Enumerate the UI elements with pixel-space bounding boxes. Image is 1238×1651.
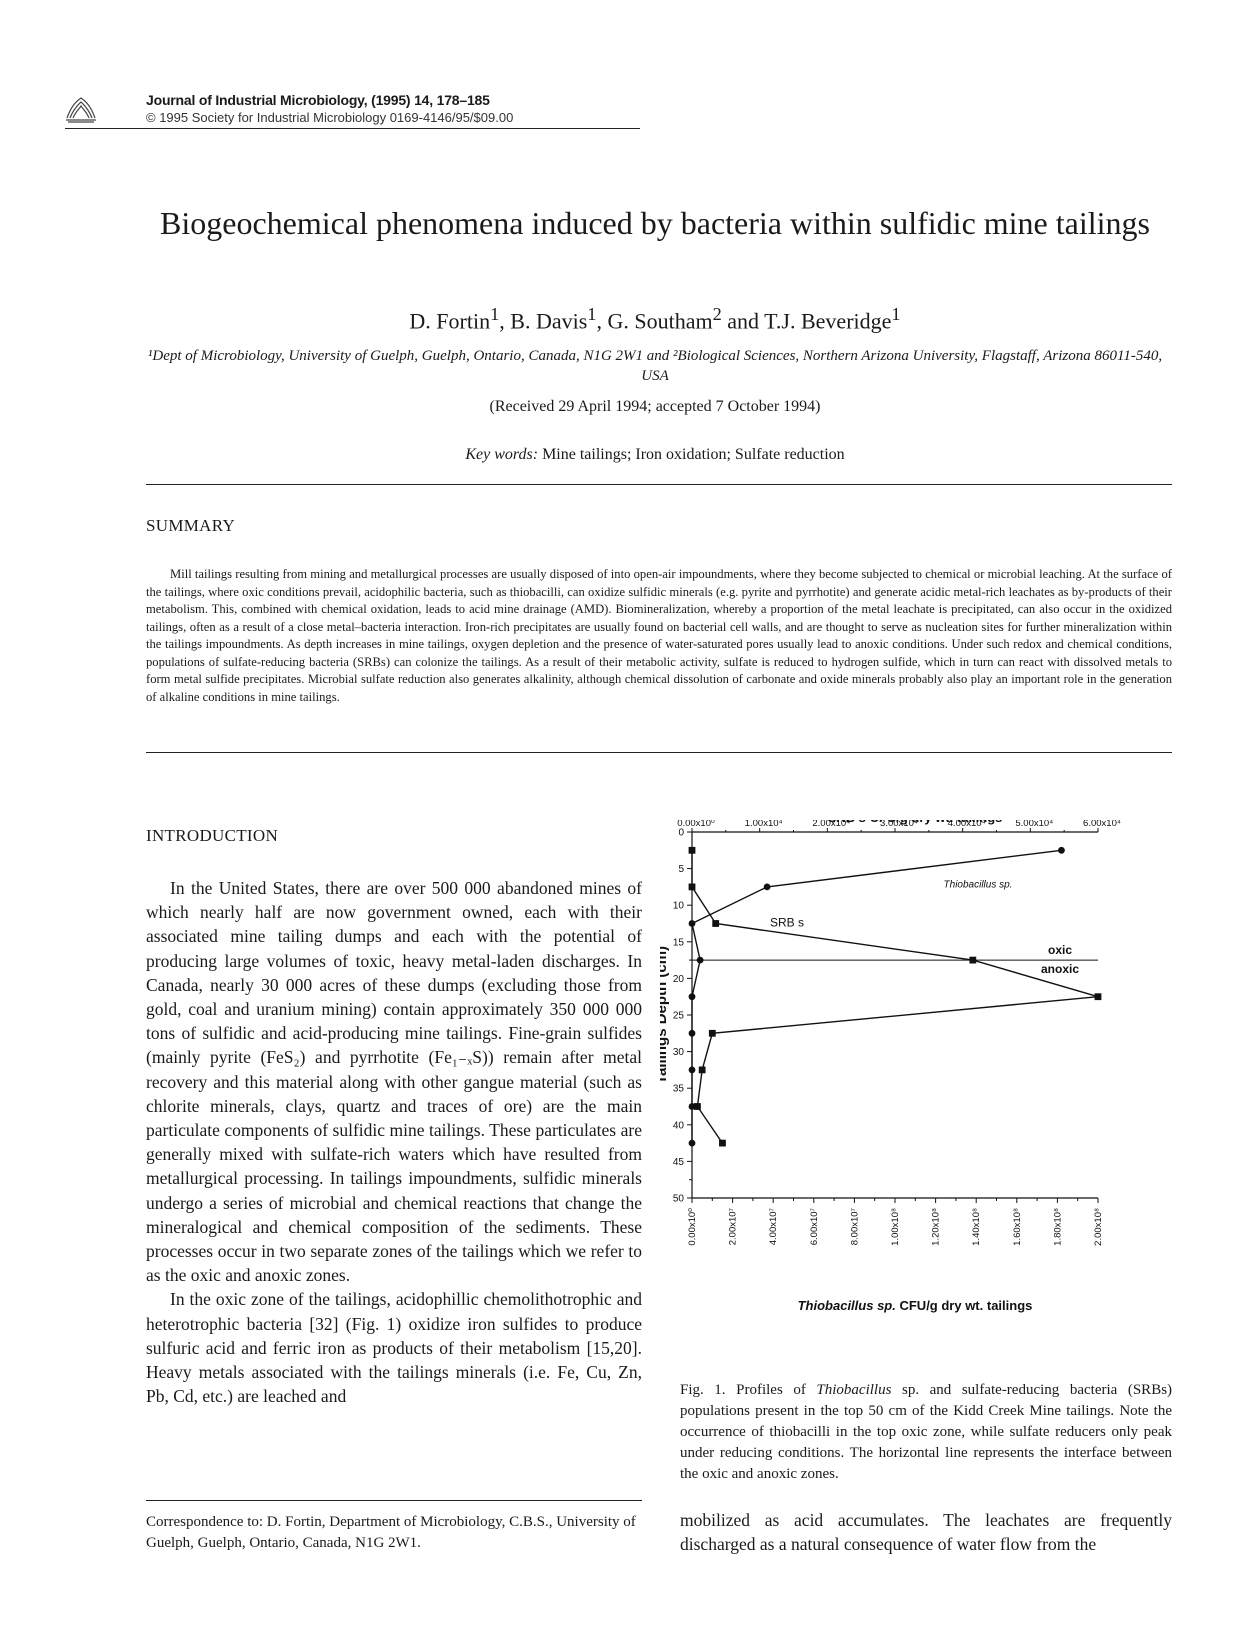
introduction-heading: INTRODUCTION [146, 826, 279, 845]
author-affiliation-mark: 2 [712, 304, 722, 324]
author-affiliation-mark: 1 [490, 304, 500, 324]
bottom-tick-label: 1.40x10⁸ [971, 1208, 983, 1246]
bottom-tick-label: 1.60x10⁸ [1011, 1208, 1023, 1246]
srb-data-point [699, 1067, 706, 1074]
author-affiliation-mark: 1 [587, 304, 597, 324]
top-tick-label: 2.00x10⁴ [812, 820, 851, 829]
y-axis-label: Tailings Depth (cm) [660, 945, 670, 1085]
caption-text: Profiles of [736, 1382, 806, 1398]
bottom-axis-label [798, 1298, 1033, 1313]
author-affiliation-mark: 1 [891, 304, 901, 324]
author-name: T.J. Beveridge [764, 308, 892, 334]
y-tick-label: 50 [672, 1193, 684, 1205]
journal-logo-icon [64, 94, 98, 124]
y-tick-label: 5 [678, 864, 684, 876]
bottom-tick-label: 2.00x10⁷ [727, 1208, 739, 1246]
bottom-tick-label: 6.00x10⁷ [808, 1208, 820, 1246]
y-tick-label: 40 [672, 1120, 684, 1132]
anoxic-label: anoxic [1040, 962, 1080, 977]
top-tick-label: 6.00x10⁴ [1083, 820, 1121, 829]
thiobacillus-data-point [689, 920, 696, 927]
copyright-line: © 1995 Society for Industrial Microbiology 0169-4146/95/$09.00 [146, 110, 514, 125]
keywords-label: Key words: [465, 446, 539, 463]
summary-text: Mill tailings resulting from mining and metallurgical processes are usually disposed of into open-air impoundments, where they become subjected to chemical or microbial leaching. At the surface of the tailings, where oxic conditions prevail, acidophilic bacteria, such as thiobacilli, can oxidize sulfidic minerals (e.g. pyrite and pyrrhotite) and generate acidic metal-rich leachates as by-products of their metabolism. This, combined with chemical oxidation, leads to acid mine drainage (AMD). Biomineralization, whereby a proportion of the metal leachate is precipitated, can also occur in the oxidized tailings, often as a result of a close metal–bacteria interaction. Iron-rich precipitates are usually found on bacterial cell walls, and are thought to serve as nucleation sites for further mineralization within the tailings impoundments. As depth increases in mine tailings, oxygen depletion and the presence of water-saturated pores usually lead to anoxic conditions. Under such redox and chemical conditions, populations of sulfate-reducing bacteria (SRBs) can colonize the tailings. As a result of their metabolic activity, sulfate is reduced to hydrogen sulfide, which in turn can react with dissolved metals to form metal sulfide precipitates. Microbial sulfate reduction also generates alkalinity, although chemical dissolution of carbonate and oxide minerals probably also play an important role in the generation of alkaline conditions in mine tailings. [146, 567, 1172, 704]
thiobacillus-data-point [689, 993, 696, 1000]
author-name: B. Davis [510, 308, 588, 334]
bottom-tick-label: 1.00x10⁸ [890, 1208, 901, 1246]
thiobacillus-data-point [764, 884, 771, 891]
srb-data-point [712, 920, 719, 927]
author-name: D. Fortin [409, 308, 491, 334]
top-tick-label: 5.00x10⁴ [1015, 820, 1054, 829]
y-tick-label: 30 [672, 1047, 684, 1059]
thiobacillus-data-point [697, 957, 704, 964]
paragraph: In the oxic zone of the tailings, acidophillic chemolithotrophic and heterotrophic bacteria [32] (Fig. 1) oxidize iron sulfides to produce sulfuric acid and ferric iron as products of their metabolism [15,20]. Heavy metals associated with the tailings minerals (i.e. Fe, Cu, Zn, Pb, Cd, etc.) are leached and [146, 1289, 642, 1407]
bottom-axis-label-rest: CFU/g dry wt. tailings [895, 1298, 1033, 1313]
header-rule [65, 128, 640, 129]
correspondence-footnote: Correspondence to: D. Fortin, Department of Microbiology, C.B.S., University of Guelph, Guelph, Ontario, Canada, N1G 2W1. [146, 1514, 636, 1551]
received-dates: (Received 29 April 1994; accepted 7 October 1994) [489, 398, 821, 415]
figure-caption [680, 1380, 1172, 1485]
srb-data-point [1095, 993, 1102, 1000]
y-tick-label: 20 [672, 973, 684, 985]
paragraph: In the United States, there are over 500 000 abandoned mines of which nearly half are now government owned, each with their associated mine tailing dumps and each with the potential of producing large volumes of toxic, heavy metal-laden discharges. In Canada, nearly 30 000 acres of these dumps (excluding those from gold, coal and uranium mining) contain approximately 350 000 000 tons of sulfidic and acid-producing mine tailings. Fine-grain sulfides (mainly pyrite (FeS₂) and pyrrhotite (Fe₁₋ₓS)) remain after metal recovery and this material along with other gangue material (such as chlorite minerals, clays, quartz and traces of ore) are the main particulate components of sulfidic mine tailings. These particulates are generally mixed with sulfate-rich waters which have resulted from metallurgical processing. In tailings impoundments, sulfidic minerals undergo a series of microbial and chemical reactions that change the mineralogical and chemical composition of the sediments. These processes occur in two separate zones of the tailings which we refer to as the oxic and anoxic zones. [146, 878, 642, 1286]
srb-data-point [969, 957, 976, 964]
top-tick-label: 1.00x10⁴ [744, 820, 783, 829]
summary-heading: SUMMARY [146, 516, 236, 535]
top-tick-label: 3.00x10⁴ [880, 820, 918, 829]
bottom-tick-label: 4.00x10⁷ [768, 1208, 780, 1246]
bottom-tick-label: 1.20x10⁸ [930, 1208, 942, 1246]
srb-data-point [709, 1030, 716, 1037]
author-list: D. Fortin$^1$, B. Davis$^1$, G. Southam$^2$ and T.J. Beveridge$^1$ [409, 304, 901, 334]
thiobacillus-data-point [689, 1067, 696, 1074]
keywords-text: Mine tailings; Iron oxidation; Sulfate reduction [542, 446, 845, 463]
figure-1-chart [660, 820, 1180, 1380]
journal-citation: Journal of Industrial Microbiology, (1995) 14, 178–185 [146, 92, 490, 108]
caption-text: sp. and sulfate-reducing bacteria (SRBs) populations present in the top 50 cm of the Kidd Creek Mine tailings. Note the occurrence of thiobacilli in the top oxic zone, while sulfate reducers only peak under reducing conditions. The horizontal line represents the interface between the oxic and anoxic zones. [680, 1382, 1173, 1482]
thiobacillus-data-point [1058, 847, 1065, 854]
thiobacillus-data-point [689, 1140, 696, 1147]
top-tick-label: 0.00x10⁰ [677, 820, 715, 829]
y-tick-label: 10 [672, 900, 684, 912]
srb-data-point [689, 884, 696, 891]
y-tick-label: 25 [672, 1010, 684, 1022]
top-tick-label: 4.00x10⁴ [947, 820, 986, 829]
srb-annotation: SRB s [770, 915, 805, 930]
footnote-rule [146, 1500, 642, 1501]
bottom-tick-label: 1.80x10⁸ [1052, 1208, 1064, 1246]
y-tick-label: 35 [672, 1083, 684, 1095]
oxic-label: oxic [1047, 943, 1073, 958]
bottom-tick-label: 0.00x10⁰ [687, 1208, 698, 1246]
srb-data-point [694, 1103, 701, 1110]
bottom-axis-label-italic: Thiobacillus sp. [797, 1298, 896, 1313]
thiobacillus-annotation: Thiobacillus sp. [943, 879, 1013, 891]
continuation-text: mobilized as acid accumulates. The leachates are frequently discharged as a natural consequence of water flow from the [680, 1510, 1172, 1555]
caption-genus: Thiobacillus [816, 1382, 892, 1398]
srb-data-point [719, 1140, 726, 1147]
paper-title: Biogeochemical phenomena induced by bacteria within sulfidic mine tailings [160, 205, 1150, 241]
depth-profile-chart [660, 820, 1180, 1380]
bottom-tick-label: 2.00x10⁸ [1093, 1208, 1104, 1246]
thiobacillus-data-point [689, 1030, 696, 1037]
keywords [140, 446, 1170, 464]
thiobacillus-series-line [692, 850, 1061, 1143]
introduction-text [146, 876, 642, 1408]
srb-data-point [689, 847, 696, 854]
summary-bottom-rule [146, 752, 1172, 753]
y-tick-label: 15 [672, 937, 684, 949]
bottom-tick-label: 8.00x10⁷ [849, 1208, 861, 1246]
affiliations: ¹Dept of Microbiology, University of Guelph, Guelph, Ontario, Canada, N1G 2W1 and ²Biological Sciences, Northern Arizona University, Flagstaff, Arizona 86011-540, USA [147, 348, 1163, 384]
caption-label: Fig. 1. [680, 1382, 726, 1398]
y-tick-label: 0 [678, 827, 684, 839]
summary-top-rule [146, 484, 1172, 485]
author-name: G. Southam [607, 308, 713, 334]
y-tick-label: 45 [672, 1156, 684, 1168]
